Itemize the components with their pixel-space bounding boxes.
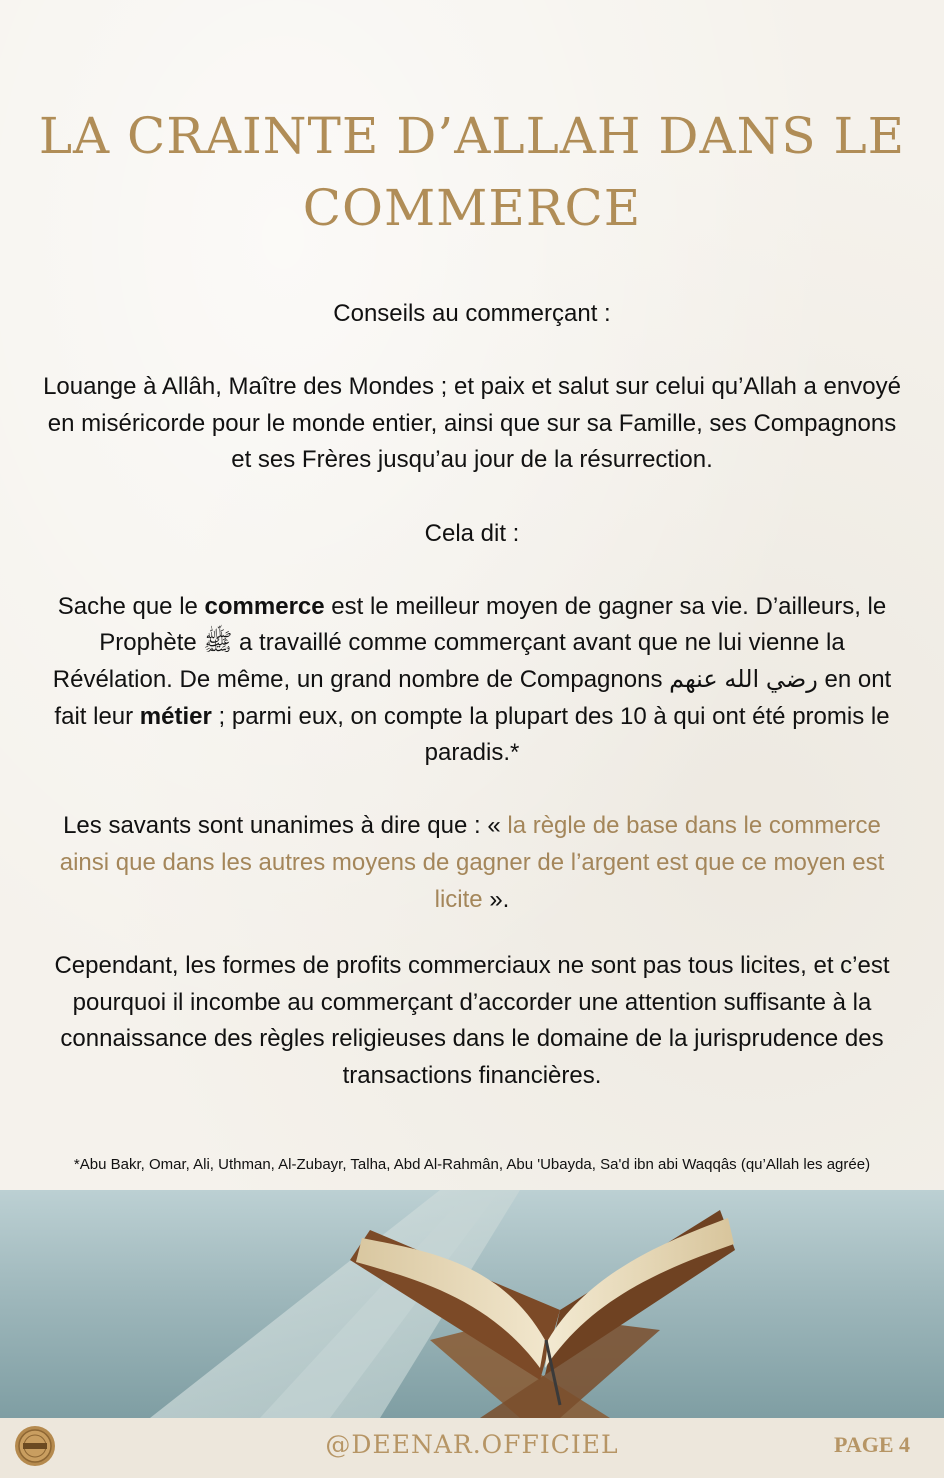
savants-tail: ». [482,885,510,913]
commerce-paragraph [40,589,904,772]
commerce-bold: commerce [204,592,325,620]
intro-heading: Conseils au commerçant : [333,300,611,327]
arabic-blessing: رضي الله عنهم [669,665,818,693]
quran-on-stand-illustration [0,1190,944,1418]
cela-dit: Cela dit : [424,519,520,547]
savants-paragraph [40,808,904,918]
main-content [40,296,904,1094]
cependant-paragraph: Cependant, les formes de profits commerciaux ne sont pas tous licites, et c’est pourquoi il incombe au commerçant d’accorder une attention suffisante à la connaissance des règles religieuses dans le domaine de la jurisprudence des transactions financières. [54,952,890,1089]
commerce-text-3: en ont fait leur [54,665,892,730]
commerce-text-4: ; parmi eux, on compte la plupart des 10 à qui ont été promis le paradis.* [211,702,890,767]
commerce-text-1: Sache que le [57,592,205,620]
page-title: LA CRAINTE D’ALLAH DANS LE COMMERCE [38,107,906,237]
footnote: *Abu Bakr, Omar, Ali, Uthman, Al-Zubayr, Talha, Abd Al-Rahmân, Abu 'Ubayda, Sa'd ibn abi Waqqâs (qu’Allah les agrée) [73,1156,871,1173]
metier-bold: métier [139,702,212,730]
page-number: PAGE 4 [834,1432,910,1457]
quran-photo [0,1190,944,1418]
instagram-handle: @DEENAR.OFFICIEL [325,1430,619,1459]
praise-paragraph: Louange à Allâh, Maître des Mondes ; et paix et salut sur celui qu’Allah a envoyé en miséricorde pour le monde entier, ainsi que sur sa Famille, ses Compagnons et ses Frères jusqu’au jour de la résurrection. [43,373,901,474]
commerce-text-2: est le meilleur moyen de gagner sa vie. D’ailleurs, le Prophète ﷺ a travaillé comme commerçant avant que ne lui vienne la Révélation. De même, un grand nombre de Compagnons [52,592,887,693]
savants-lead: Les savants sont unanimes à dire que : « [63,812,508,840]
savants-quote: la règle de base dans le commerce ainsi que dans les autres moyens de gagner de l’argent est que ce moyen est licite [59,812,885,913]
